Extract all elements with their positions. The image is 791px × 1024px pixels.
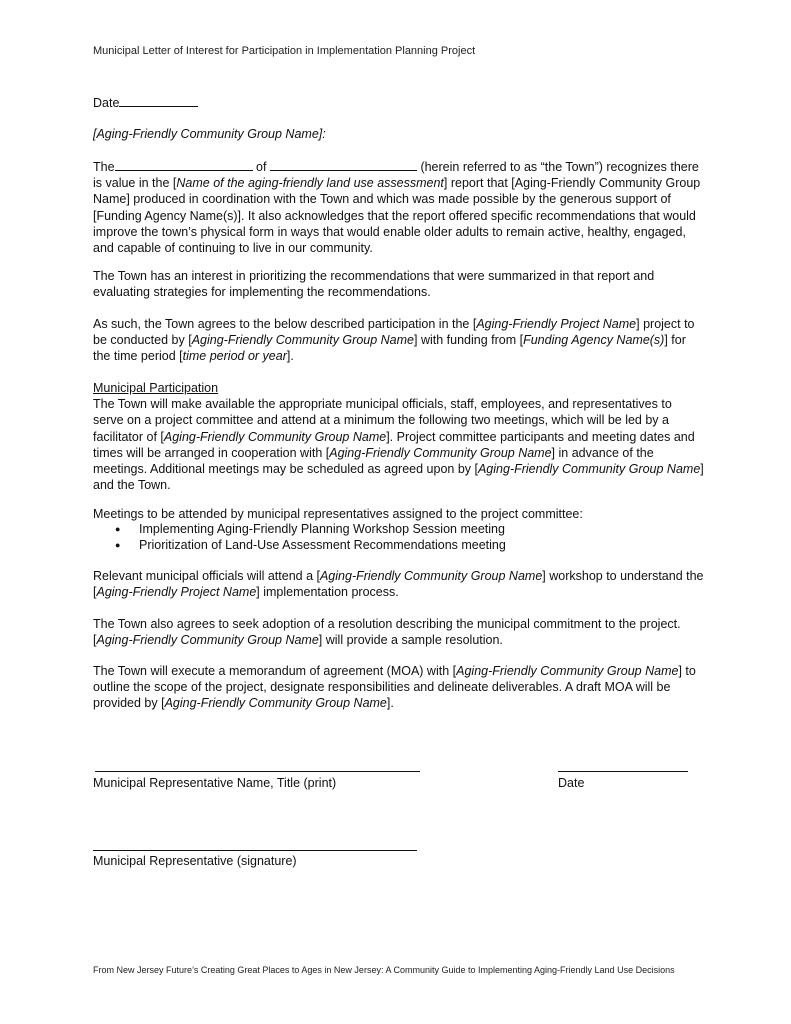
p7-group-name: Aging-Friendly Community Group Name (96, 633, 319, 648)
paragraph-workshop (93, 568, 705, 600)
p4-group-name-1: Aging-Friendly Community Group Name (163, 429, 387, 444)
paragraph-resolution (93, 616, 705, 648)
page-footer: From New Jersey Future’s Creating Great Places to Ages in New Jersey: A Community Guide to Implementing Aging-Friendly Land Use Decisions (93, 965, 675, 975)
p6-group-name: Aging-Friendly Community Group Name (319, 569, 543, 583)
name-title-label: Municipal Representative Name, Title (print) (93, 776, 337, 790)
salutation (93, 126, 705, 142)
p4-group-name-3: Aging-Friendly Community Group Name (477, 462, 701, 477)
p3-funding-agency: Funding Agency Name(s) (523, 333, 665, 348)
meetings-list (93, 521, 506, 553)
salutation-text: [Aging-Friendly Community Group Name]: (93, 127, 326, 141)
p8-group-name-2: Aging-Friendly Community Group Name (164, 696, 387, 711)
p3-time-period: time period or year (182, 349, 287, 364)
date-field (93, 94, 705, 111)
p4-g: ] and the Town. (93, 462, 704, 493)
p3-e: ] with funding from [ (414, 333, 524, 348)
date-label: Date (93, 96, 120, 110)
paragraph-recognition (93, 158, 705, 256)
p3-c: ] project to be conducted by [ (93, 317, 695, 348)
date-blank (119, 94, 198, 107)
list-item: ● Prioritization of Land-Use Assessment Recommendations meeting (93, 537, 506, 553)
p3-i: ]. (286, 349, 294, 364)
section-municipal-participation (93, 380, 705, 493)
p4-e: ] in advance of the meetings. Additional meetings may be scheduled as agreed upon by [ (93, 445, 654, 477)
signature-line (93, 850, 417, 851)
p8-e: ]. (386, 696, 394, 711)
p7-a: The Town also agrees to seek adoption of a resolution describing the municipal commitment to the project. [ (93, 617, 681, 648)
p3-project-name: Aging-Friendly Project Name (476, 317, 637, 331)
p8-c: ] to outline the scope of the project, designate responsibilities and delineate deliverables. A draft MOA will be provided by [ (93, 664, 696, 711)
p1-post-assessment: ] report that [Aging-Friendly Community Group Name] produced in coordination with the Town and which was made possible by the generous support of [Funding Agency Name(s)]. It also acknowledges that the report offered specific recommendations that would improve the town’s physical form in ways that would enable older adults to remain active, healthy, engaged, and capable of continuing to live in our community. (93, 176, 701, 256)
paragraph-moa (93, 663, 705, 712)
p1-assessment-name: Name of the aging-friendly land use assessment (176, 176, 444, 191)
page-header: Municipal Letter of Interest for Participation in Implementation Planning Project (93, 45, 476, 57)
signature-date-label: Date (558, 776, 585, 790)
p4-group-name-2: Aging-Friendly Community Group Name (329, 445, 552, 460)
p4-c: ]. Project committee participants and meeting dates and times will be arranged in cooperation with [ (93, 429, 695, 460)
list-item: ● Implementing Aging-Friendly Planning Workshop Session meeting (93, 521, 506, 537)
paragraph-interest: The Town has an interest in prioritizing the recommendations that were summarized in that report and evaluating strategies for implementing the recommendations. (93, 269, 655, 300)
p1-line1-rest: (herein referred to as “the Town”) recognizes (420, 160, 667, 174)
town-name-blank (115, 158, 253, 171)
p6-c: ] workshop to understand the [ (93, 569, 704, 600)
p3-group-name: Aging-Friendly Community Group Name (191, 333, 414, 348)
p4-a: The Town will make available the appropriate municipal officials, staff, employees, and representatives to serve on a project committee and attend at a minimum the following two meetings, which will be led by a facilitator of [ (93, 397, 672, 444)
p6-a: Relevant municipal officials will attend a [ (93, 569, 320, 583)
section-heading: Municipal Participation (93, 381, 219, 395)
p6-e: ] implementation process. (256, 585, 399, 600)
p8-a: The Town will execute a memorandum of agreement (MOA) with [ (93, 664, 457, 678)
p6-project-name: Aging-Friendly Project Name (96, 585, 257, 600)
date-signature-line (558, 771, 688, 772)
name-title-signature-line (95, 771, 420, 772)
p7-c: ] will provide a sample resolution. (318, 633, 503, 648)
of-word: of (256, 160, 267, 174)
p1-pre-assessment: there is value in the [ (93, 160, 699, 191)
paragraph-meetings-intro: Meetings to be attended by municipal representatives assigned to the project committee: (93, 507, 583, 521)
signature-label: Municipal Representative (signature) (93, 854, 297, 868)
county-name-blank (270, 158, 417, 171)
the-word: The (93, 160, 115, 174)
p3-g: ] for the time period [ (93, 333, 686, 364)
p8-group-name-1: Aging-Friendly Community Group Name (456, 664, 679, 678)
p3-a: As such, the Town agrees to the below described participation in the [ (93, 317, 477, 331)
paragraph-agreement (93, 316, 705, 365)
